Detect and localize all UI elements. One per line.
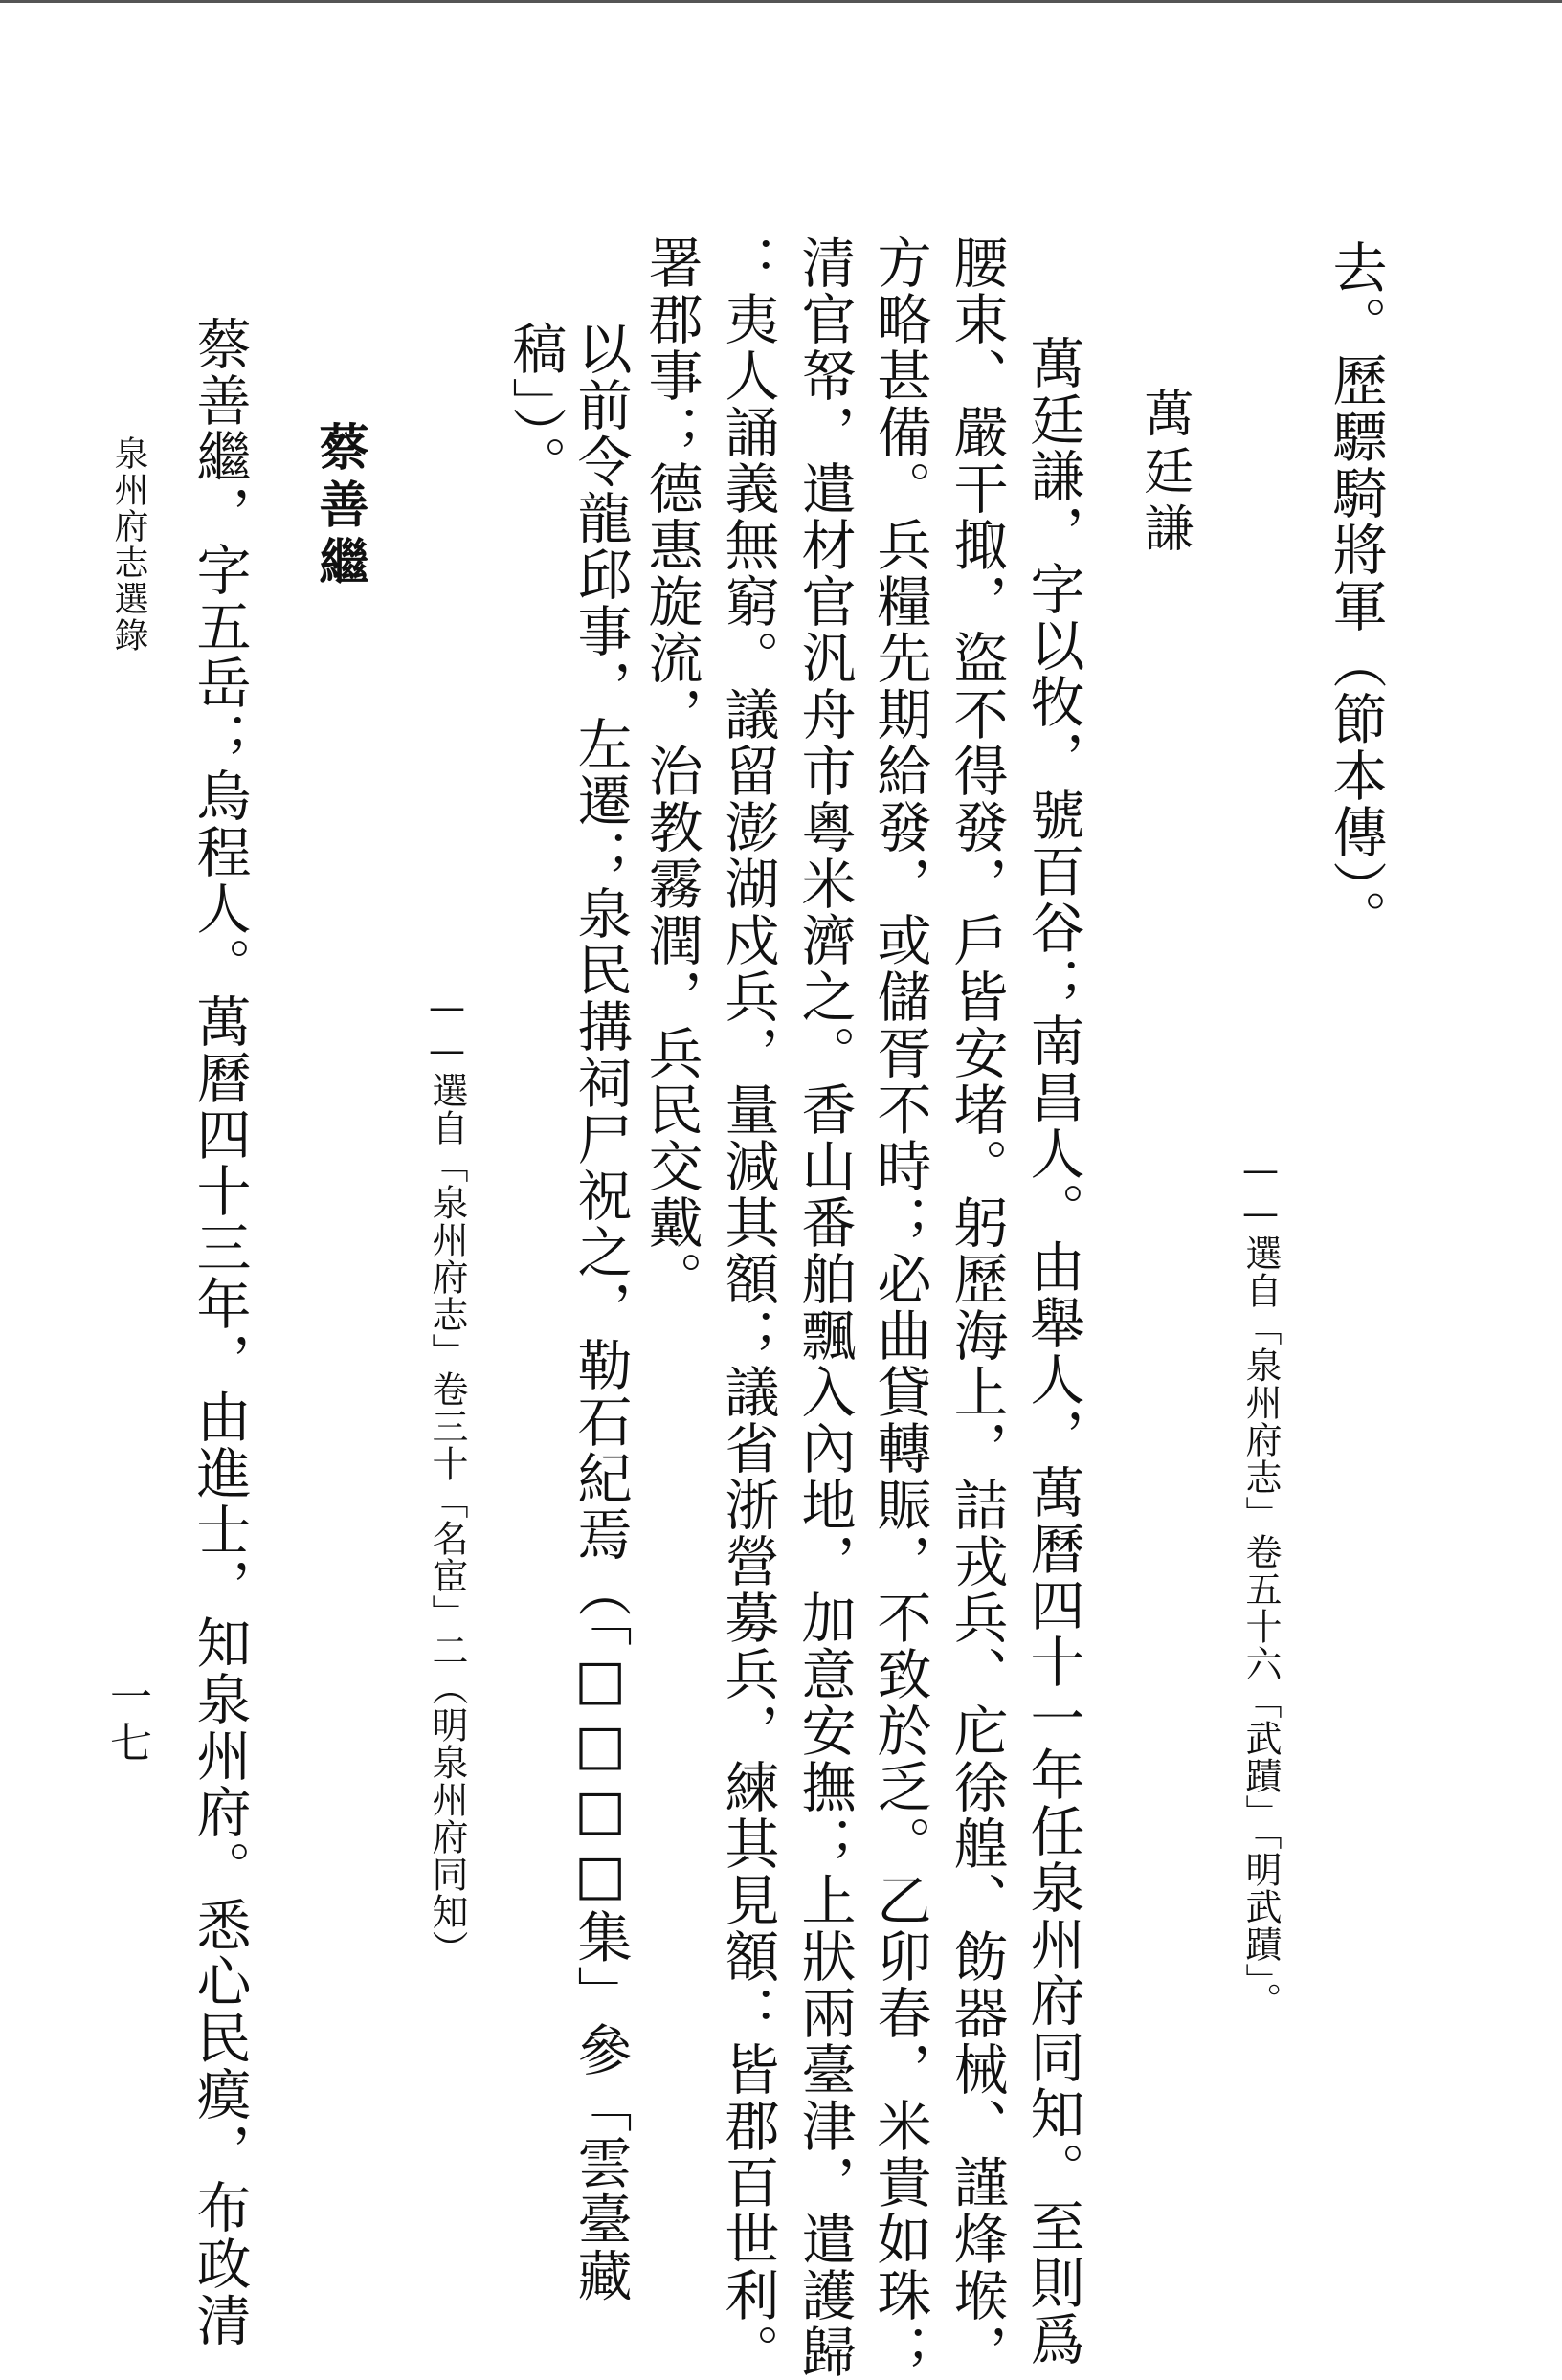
body-line: 以前令龍邱事，左遷；泉民搆祠尸祝之，勒石紀焉（「□□□□集」參「雲臺藏 <box>569 321 632 2304</box>
fragment-end-line: 去。歷驃騎將軍（節本傳）。 <box>1324 239 1387 946</box>
body-line: 稿」）。 <box>503 321 567 492</box>
body-line: 署郡事；德惠旋流，治教霧潤，兵民交戴。 <box>639 234 703 1307</box>
body-line: ：夷人誦義無窮。議留澎湖戍兵，量減其額；議省浙營募兵，練其見額：皆郡百世利。 <box>716 234 779 2380</box>
running-footer-title: 泉州府志選錄 <box>109 435 148 654</box>
body-line: 方略甚備。兵糧先期給發，或儲胥不時；必曲貸轉賑，不致於乏。乙卯春，米貴如珠； <box>868 234 931 2380</box>
source-citation-2: ——選自「泉州府志」卷三十「名宦」二（明泉州府同知） <box>426 986 468 1968</box>
body-line: 萬廷謙，字以牧，號百谷；南昌人。由舉人，萬曆四十一年任泉州府同知。至則爲 <box>1021 335 1084 2368</box>
body-line: 腰束、嚴干掫，盜不得發，戶皆安堵。躬歷海上，詰戎兵、庀徐艎、飭器械、謹烽堠， <box>945 234 1008 2380</box>
source-citation-1: ——選自「泉州府志」卷五十六「武蹟」「明武蹟」。 <box>1239 1148 1282 2019</box>
body-line: 清官帑，遣材官汎舟市粵米濟之。香山番舶飄入內地，加意安撫；上狀兩臺津，遣護歸 <box>792 234 856 2380</box>
page-number: 一七 <box>102 1675 151 1767</box>
section-title-cai-shanji: 蔡善繼 <box>310 421 368 593</box>
top-rule <box>0 0 1562 3</box>
section-title-wan-tingqian: 萬廷謙 <box>1135 388 1193 560</box>
body-line: 蔡善繼，字五岳；烏程人。萬曆四十三年，由進士，知泉州府。悉心民瘼，布政清 <box>188 316 251 2348</box>
